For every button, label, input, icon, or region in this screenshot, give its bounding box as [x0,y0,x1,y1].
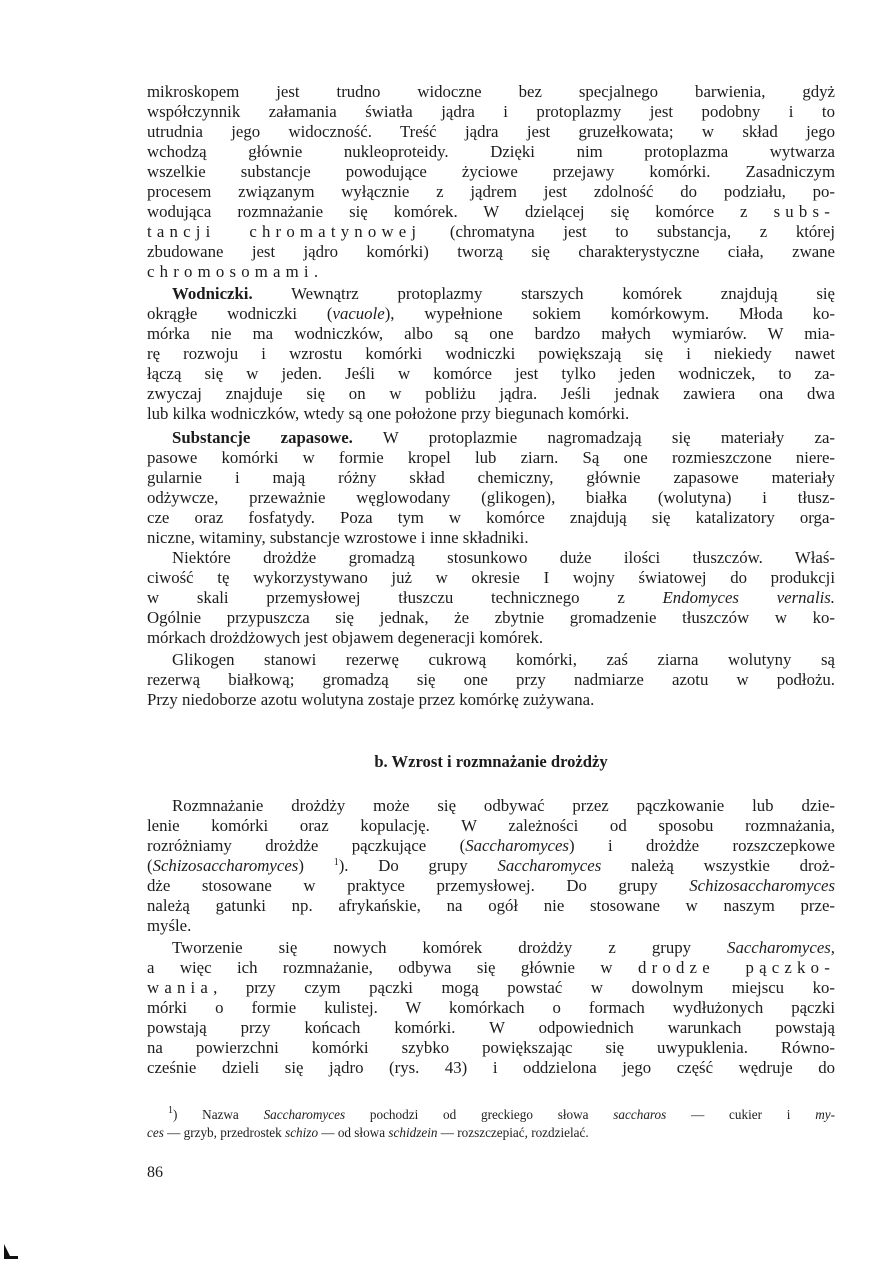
text-line: mórkach drożdżowych jest objawem degeneracji komórek. [147,628,544,647]
text-line: rezerwą białkową; gromadzą się one przy nadmiarze azotu w podłożu. [147,670,835,689]
text-line: w skali przemysłowej tłuszczu technicznego z Endomyces vernalis. [147,588,835,607]
footnote-line: ces — grzyb, przedrostek schizo — od słowa schidzein — rozszczepiać, rozdzielać. [147,1125,589,1140]
text-line: myśle. [147,916,192,935]
text-line: ciwość tę wykorzystywano już w okresie I wojny światowej do produkcji [147,568,835,587]
text-line: tancji chromatynowej (chromatyna jest to substancja, z której [147,222,835,241]
text-line: niczne, witaminy, substancje wzrostowe i inne składniki. [147,528,529,547]
text-line: lenie komórki oraz kopulację. W zależności od sposobu rozmnażania, [147,816,835,835]
text-line: zbudowane jest jądro komórki) tworzą się charakterystyczne ciała, zwane [147,242,835,261]
text-line: Niektóre drożdże gromadzą stosunkowo duże ilości tłuszczów. Właś- [172,548,835,567]
text-line: Rozmnażanie drożdży może się odbywać przez pączkowanie lub dzie- [172,796,835,815]
scan-corner-mark [4,1244,10,1256]
text-line: na powierzchni komórki szybko powiększając się uwypuklenia. Równo- [147,1038,835,1057]
text-line: Wodniczki. Wewnątrz protoplazmy starszych komórek znajdują się [172,284,835,303]
footnote-line: $^1$) Nazwa Saccharomyces pochodzi od greckiego słowa saccharos — cukier i my- [168,1105,835,1122]
page-number: 86 [147,1164,163,1181]
text-line: utrudnia jego widoczność. Treść jądra jest gruzełkowata; w skład jego [147,122,835,141]
text-line: należą gatunki np. afrykańskie, na ogół nie stosowane w naszym prze- [147,896,835,915]
text-line: chromosomami. [147,262,319,281]
text-line: rozróżniamy drożdże pączkujące (Saccharomyces) i drożdże rozszczepkowe [147,836,835,855]
text-line: pasowe komórki w formie kropel lub ziarn. Są one rozmieszczone niere- [147,448,835,467]
text-line: współczynnik załamania światła jądra i protoplazmy jest podobny i to [147,102,835,121]
paragraph-heading: Wodniczki. [172,284,253,303]
text-line: gularnie i mają różny skład chemiczny, głównie zapasowe materiały [147,468,835,487]
text-line: okrągłe wodniczki (vacuole), wypełnione sokiem komórkowym. Młoda ko- [147,304,835,323]
text-line: a więc ich rozmnażanie, odbywa się głównie w drodze pączko- [147,958,835,977]
text-line: mikroskopem jest trudno widoczne bez specjalnego barwienia, gdyż [147,82,835,101]
text-line: cze oraz fosfatydy. Poza tym w komórce znajdują się katalizatory orga- [147,508,835,527]
text-line: mórka nie ma wodniczków, albo są one bardzo małych wymiarów. W mia- [147,324,835,343]
footnote-ref: 1 [333,857,339,868]
text-line: powstają przy końcach komórki. W odpowiednich warunkach powstają [147,1018,835,1037]
section-heading: b. Wzrost i rozmnażanie drożdży [374,752,608,771]
text-line: wchodzą głównie nukleoproteidy. Dzięki nim protoplazma wytwarza [147,142,835,161]
text-line: procesem związanym wyłącznie z jądrem jest zdolność do podziału, po- [147,182,835,201]
text-line: wodująca rozmnażanie się komórek. W dzielącej się komórce z subs- [147,202,835,221]
text-line: lub kilka wodniczków, wtedy są one położone przy biegunach komórki. [147,404,630,423]
text-line: odżywcze, przeważnie węglowodany (glikogen), białka (wolutyna) i tłusz- [147,488,835,507]
text-line: Glikogen stanowi rezerwę cukrową komórki, zaś ziarna wolutyny są [172,650,835,669]
text-line: Ogólnie przypuszcza się jednak, że zbytnie gromadzenie tłuszczów w ko- [147,608,835,627]
text-line: Substancje zapasowe. W protoplazmie nagromadzają się materiały za- [172,428,835,447]
text-line: zwyczaj znajduje się on w pobliżu jądra. Jeśli jednak zawiera ona dwa [147,384,835,403]
text-line: (Schizosaccharomyces) $^1$). Do grupy Saccharomyces należą wszystkie droż- [147,856,835,875]
text-line: Tworzenie się nowych komórek drożdży z grupy Saccharomyces, [172,938,835,957]
text-line: Przy niedoborze azotu wolutyna zostaje przez komórkę zużywana. [147,690,595,709]
text-line: wszelkie substancje powodujące życiowe przejawy komórki. Zasadniczym [147,162,835,181]
text-line: mórki o formie kulistej. W komórkach o formach wydłużonych pączki [147,998,835,1017]
text-line: wania, przy czym pączki mogą powstać w dowolnym miejscu ko- [147,978,835,997]
text-line: dże stosowane w praktyce przemysłowej. Do grupy Schizosaccharomyces [147,876,835,895]
footnote-marker: 1 [168,1105,173,1116]
text-line: cześnie dzieli się jądro (rys. 43) i oddzielona jego część wędruje do [147,1058,835,1077]
text-line: łączą się w jeden. Jeśli w komórce jest tylko jeden wodniczek, to za- [147,364,835,383]
paragraph-heading: Substancje zapasowe. [172,428,353,447]
text-line: rę rozwoju i wzrostu komórki wodniczki powiększają się i niekiedy nawet [147,344,835,363]
